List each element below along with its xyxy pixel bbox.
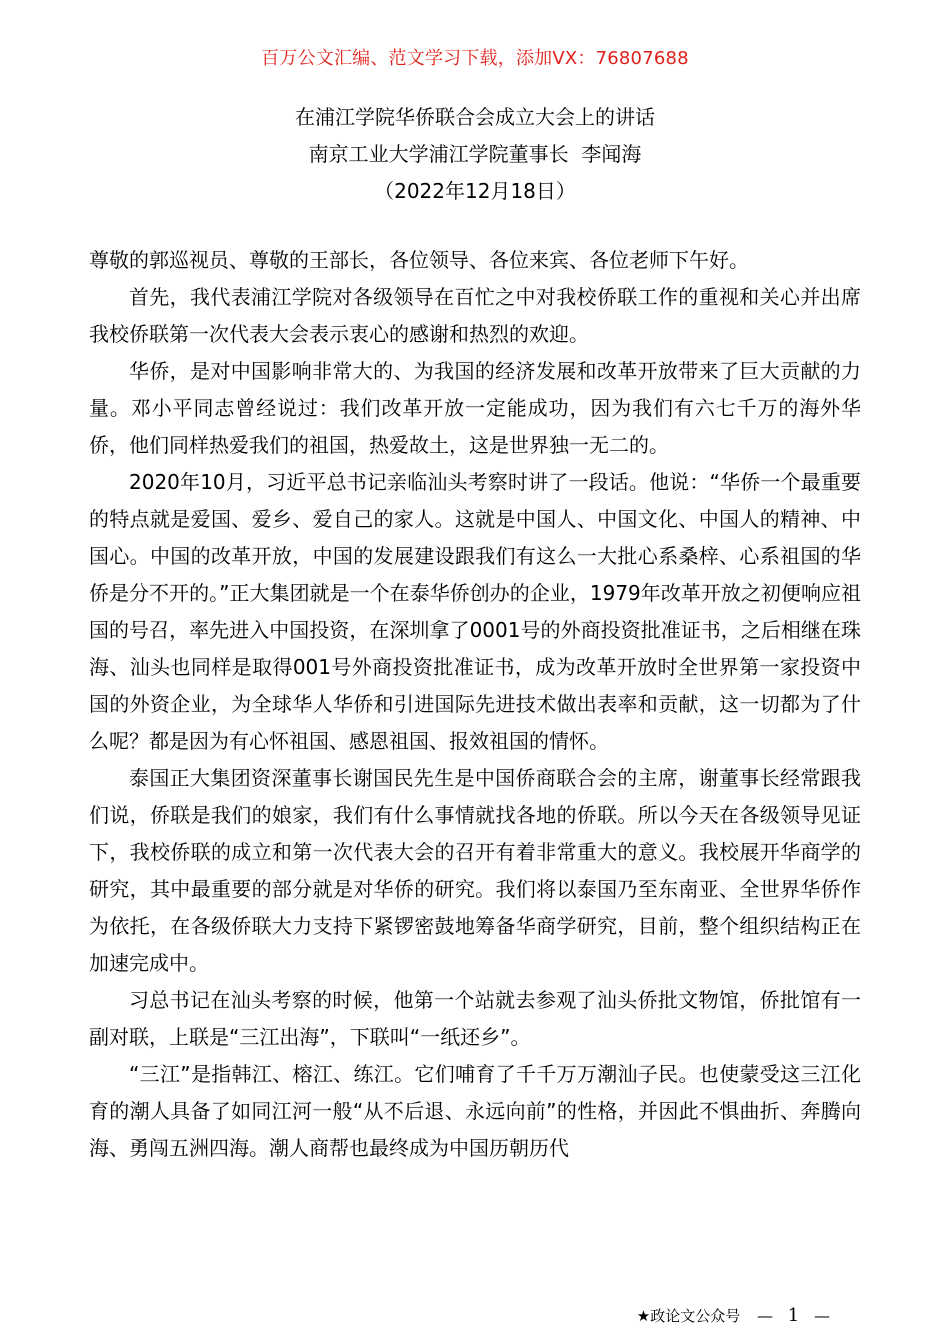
speech-date: （2022年12月18日） <box>374 179 576 203</box>
footer-dash-left: — <box>756 1306 773 1325</box>
paragraph-6: “三江”是指韩江、榕江、练江。它们哺育了千千万万潮汕子民。也使蒙受这三江化育的潮人具备了如同江河一般“从不后退、永远向前”的性格，并因此不惧曲折、奔腾向海、勇闯五洲四海。潮人商帮也最终成为中国历朝历代 <box>89 1062 861 1160</box>
salutation: 尊敬的郭巡视员、尊敬的王部长，各位领导、各位来宾、各位老师下午好。 <box>89 248 749 272</box>
paragraph-3: 2020年10月，习近平总书记亲临汕头考察时讲了一段话。他说：“华侨一个最重要的特点就是爱国、爱乡、爱自己的家人。这就是中国人、中国文化、中国人的精神、中国心。中国的改革开放，中国的发展建设跟我们有这么一大批心系桑梓、心系祖国的华侨是分不开的。”正大集团就是一个在泰华侨创办的企业，1979年改革开放之初便响应祖国的号召，率先进入中国投资，在深圳拿了0001号的外商投资批准证书，之后相继在珠海、汕头也同样是取得001号外商投资批准证书，成为改革开放时全世界第一家投资中国的外资企业，为全球华人华侨和引进国际先进技术做出表率和贡献，这一切都为了什么呢？都是因为有心怀祖国、感恩祖国、报效祖国的情怀。 <box>89 470 861 753</box>
paragraph-4: 泰国正大集团资深董事长谢国民先生是中国侨商联合会的主席，谢董事长经常跟我们说，侨联是我们的娘家，我们有什么事情就找各地的侨联。所以今天在各级领导见证下，我校侨联的成立和第一次代表大会的召开有着非常重大的意义。我校展开华商学的研究，其中最重要的部分就是对华侨的研究。我们将以泰国乃至东南亚、全世界华侨作为依托，在各级侨联大力支持下紧锣密鼓地筹备华商学研究，目前，整个组织结构正在加速完成中。 <box>89 766 861 975</box>
speech-title: 在浦江学院华侨联合会成立大会上的讲话 <box>295 105 655 129</box>
paragraph-2: 华侨，是对中国影响非常大的、为我国的经济发展和改革开放带来了巨大贡献的力量。邓小平同志曾经说过：我们改革开放一定能成功，因为我们有六七千万的海外华侨，他们同样热爱我们的祖国，热爱故土，这是世界独一无二的。 <box>89 359 861 457</box>
paragraph-5: 习总书记在汕头考察的时候，他第一个站就去参观了汕头侨批文物馆，侨批馆有一副对联，上联是“三江出海”，下联叫“一纸还乡”。 <box>89 988 861 1049</box>
paragraph-1: 首先，我代表浦江学院对各级领导在百忙之中对我校侨联工作的重视和关心并出席我校侨联第一次代表大会表示衷心的感谢和热烈的欢迎。 <box>89 285 861 346</box>
page-number: 1 <box>787 1305 800 1326</box>
title-block <box>0 99 950 210</box>
page-footer <box>637 1305 830 1327</box>
speech-body <box>89 242 861 1167</box>
footer-dash-right: — <box>814 1306 830 1325</box>
footer-label: ★政论文公众号 <box>636 1307 741 1325</box>
promo-header-note: 百万公文汇编、范文学习下载，添加VX：76807688 <box>261 48 689 69</box>
speaker-line: 南京工业大学浦江学院董事长 李闻海 <box>308 142 642 166</box>
